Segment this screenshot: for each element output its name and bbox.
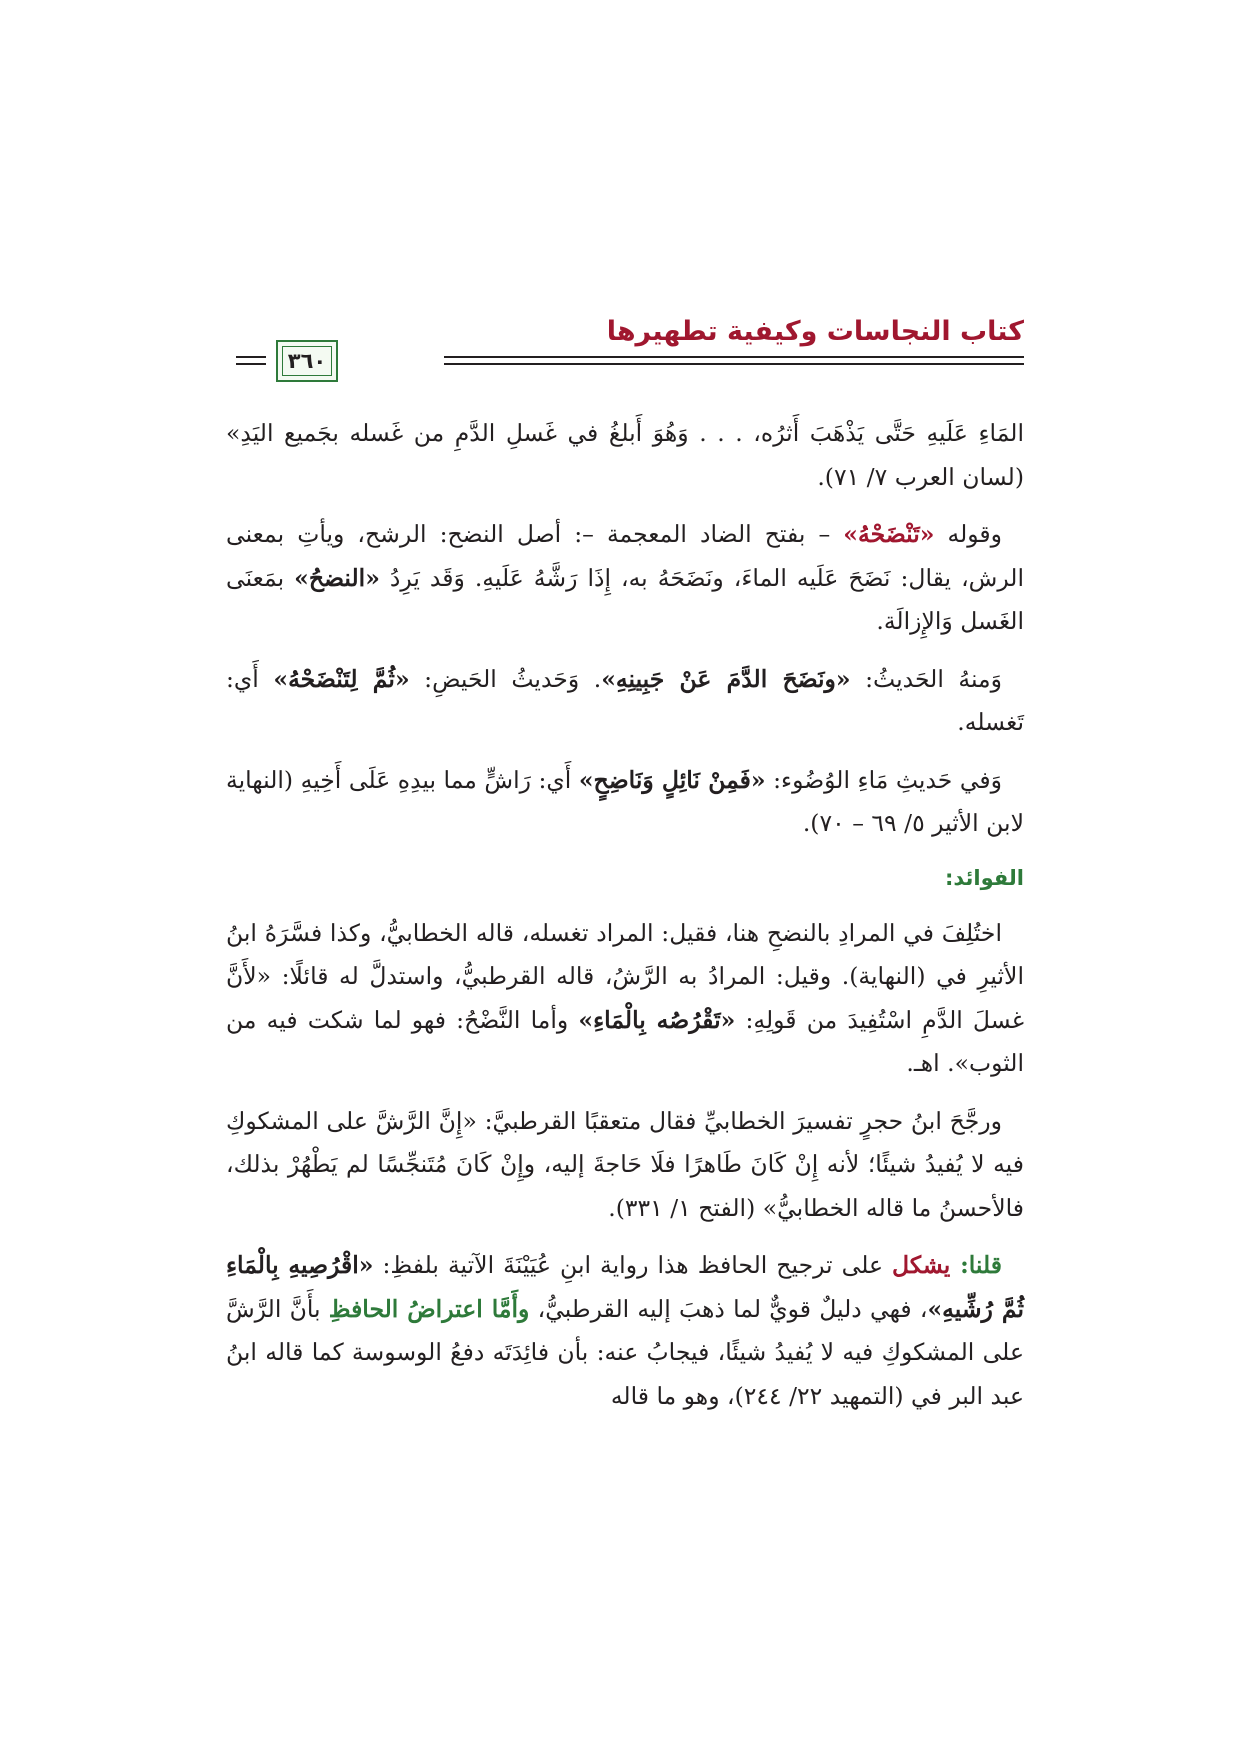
hadith-quote: «ونَضَحَ الدَّمَ عَنْ جَبِينِهِ» — [601, 664, 851, 693]
paragraph — [226, 513, 1024, 644]
hadith-quote: «فَمِنْ نَائِلٍ وَنَاضِحٍ» — [578, 765, 766, 794]
text-run: بأَنَّ الرَّشَّ على المشكوكِ فيه لا يُفيدُ شيئًا، فيجابُ عنه: بأن فائِدَتَه دفعُ الوسوسة كما قاله ابنُ عبد البر في (التمهيد ٢٢/ ٢٤٤)، وهو ما قاله — [226, 1294, 1024, 1410]
text-run: بمَعنَى الغَسل وَالإِزالَة. — [226, 563, 1024, 635]
highlighted-term: «تَنْضَحْهُ» — [843, 520, 935, 548]
hadith-quote: «اقْرُصِيهِ بِالْمَاءِ ثُمَّ رُشِّيهِ» — [226, 1251, 1025, 1323]
highlighted-term: وأَمَّا اعتراضُ الحافظِ — [328, 1294, 530, 1323]
main-text — [226, 412, 1024, 1432]
text-run: وأما النَّضْحُ: فهو لما شكت فيه من الثوب». اهـ. — [226, 1005, 1024, 1077]
paragraph — [226, 1100, 1024, 1231]
bold-term: «النضحُ» — [294, 563, 380, 592]
text-run: اختُلِفَ في المرادِ بالنضحِ هنا، فقيل: المراد تغسله، قاله الخطابيُّ، وكذا فسَّرَهُ ابنُ الأثيرِ في (النهاية). وقيل: المرادُ به الرَّشُ، قاله القرطبيُّ، واستدلَّ له قائلًا: «لأَنَّ غسلَ الدَّمِ اسْتُفِيدَ من قَولِهِ: — [226, 918, 1024, 1034]
text-run: وَمنهُ الحَديثُ: — [850, 664, 1002, 693]
header-rule — [236, 363, 266, 365]
text-run: . وَحَديثُ الحَيضِ: — [409, 664, 602, 693]
text-run: المَاءِ عَلَيهِ حَتَّى يَذْهَبَ أَثرُه، . . . وَهُوَ أَبلغُ في غَسلِ الدَّمِ من غَسله بجَميع اليَدِ» (لسان العرب ٧/ ٧١). — [226, 419, 1024, 491]
text-run: وَفي حَديثِ مَاءِ الوُضُوء: — [765, 765, 1002, 794]
text-run: على ترجيح الحافظ هذا رواية ابنِ عُيَيْنَةَ الآتية بلفظِ: — [373, 1251, 893, 1279]
book-title: كتاب النجاسات وكيفية تطهيرها — [606, 316, 1024, 347]
hadith-quote: «ثُمَّ لِتَنْضَحْهُ» — [273, 664, 410, 693]
paragraph — [226, 1244, 1024, 1418]
page-number-badge — [276, 340, 338, 382]
page-number: ٣٦٠ — [287, 349, 327, 373]
text-run: – بفتح الضاد المعجمة –: أصل النضح: الرشح، ويأتِ بمعنى الرش، يقال: نَضَحَ عَلَيه الماءَ، ونَضَحَهُ به، إِذَا رَشَّهُ عَلَيهِ. وَقَد يَرِدُ — [226, 520, 1024, 592]
text-run: ، فهي دليلٌ قويٌّ لما ذهبَ إليه القرطبيُّ، — [529, 1294, 928, 1323]
section-title: الفوائد: — [945, 865, 1024, 890]
text-run: وقوله — [934, 520, 1002, 548]
paragraph — [226, 759, 1024, 846]
paragraph — [226, 658, 1024, 745]
header-rule — [236, 356, 266, 358]
header-rule — [444, 356, 1024, 358]
header-rule — [444, 363, 1024, 365]
text-run: أَي: تَغسله. — [226, 664, 1024, 736]
text-run: ورجَّحَ ابنُ حجرٍ تفسيرَ الخطابيِّ فقال متعقبًا القرطبيَّ: «إِنَّ الرَّشَّ على المشكوكِ فيه لا يُفيدُ شيئًا؛ لأنه إِنْ كَانَ طَاهرًا فلَا حَاجةَ إليه، وإِنْ كَانَ مُتَنجِّسًا لم يَطْهُرْ بذلك، فالأحسنُ ما قاله الخطابيُّ» (الفتح ١/ ٣٣١). — [226, 1106, 1024, 1222]
page-header — [236, 312, 1024, 392]
text-run: أَي: رَاشٍّ مما بيدِهِ عَلَى أَخِيهِ (النهاية لابن الأثير ٥/ ٦٩ – ٧٠). — [226, 765, 1024, 837]
hadith-quote: «تَقْرُصُه بِالْمَاءِ» — [578, 1005, 736, 1034]
label-qulna: قلنا: — [950, 1251, 1003, 1279]
highlighted-term: يشكل — [892, 1251, 951, 1279]
paragraph — [226, 912, 1024, 1086]
paragraph — [226, 412, 1024, 499]
